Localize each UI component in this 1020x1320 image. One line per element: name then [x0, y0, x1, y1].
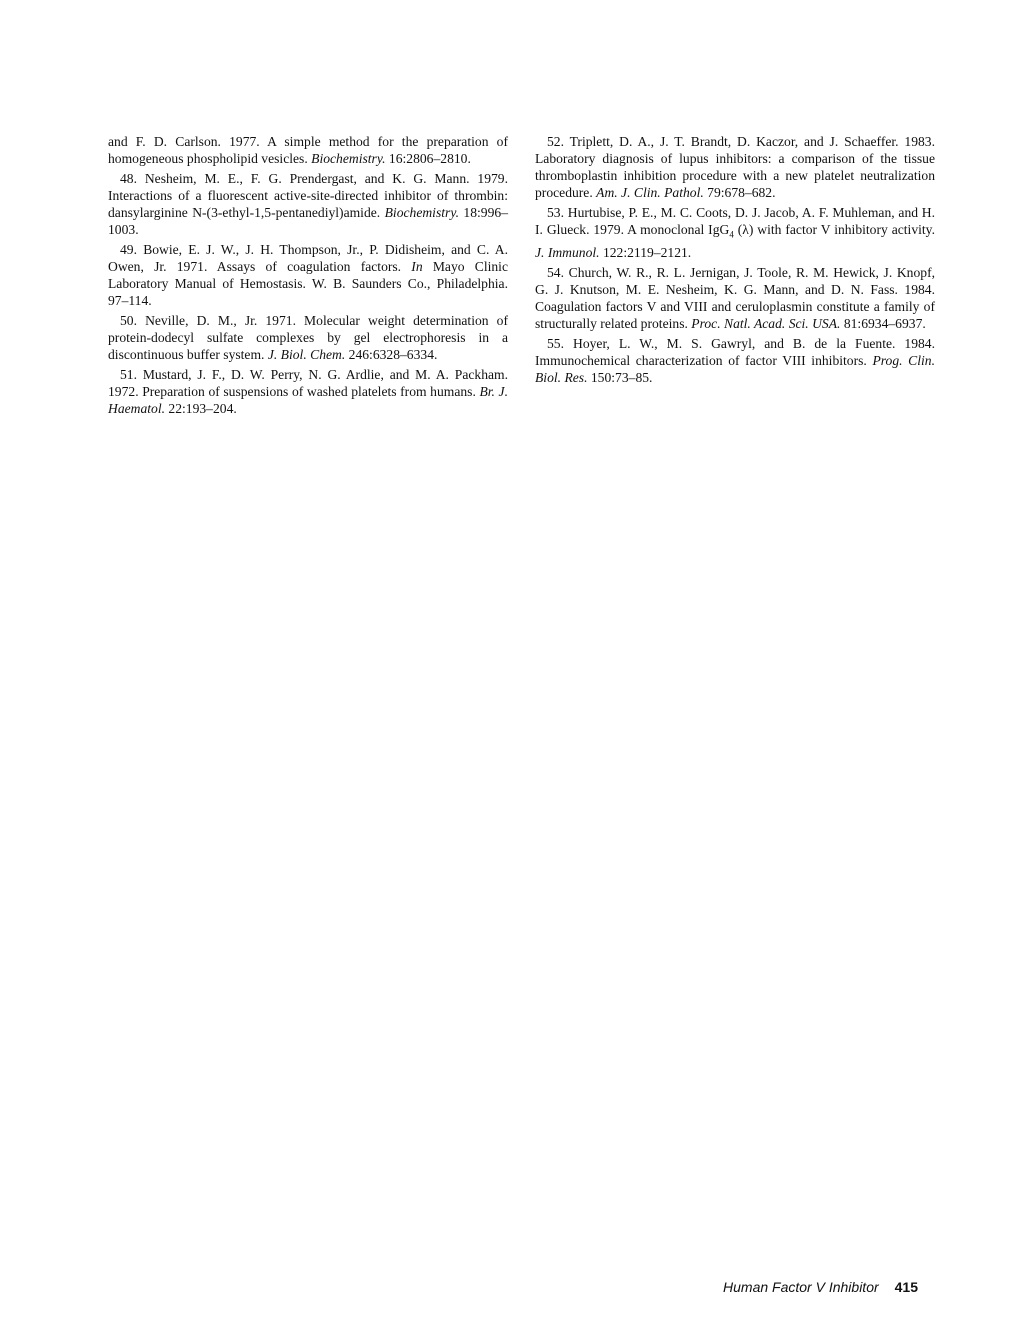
reference-47-continued: and F. D. Carlson. 1977. A simple method for the preparation of homogeneous phospholipid vesicles. Biochemistry. 16:2806–2810. [108, 134, 508, 166]
reference-55: 55. Hoyer, L. W., M. S. Gawryl, and B. de la Fuente. 1984. Immunochemical characterization of factor VIII inhibitors. Prog. Clin. Biol. Res. 150:73–85. [535, 335, 936, 385]
page-number: 415 [894, 1279, 918, 1295]
reference-53: 53. Hurtubise, P. E., M. C. Coots, D. J. Jacob, A. F. Muhleman, and H. I. Glueck. 1979. A monoclonal IgG$_4$ (λ) with factor V inhibitory activity. J. Immunol. 122:2119–2121. [535, 205, 936, 260]
running-title: Human Factor V Inhibitor [723, 1279, 879, 1295]
reference-52: 52. Triplett, D. A., J. T. Brandt, D. Kaczor, and J. Schaeffer. 1983. Laboratory diagnosis of lupus inhibitors: a comparison of the tissue thromboplastin inhibition procedure with a new platelet neutralization procedure. Am. J. Clin. Pathol. 79:678–682. [535, 134, 935, 200]
reference-49: 49. Bowie, E. J. W., J. H. Thompson, Jr., P. Didisheim, and C. A. Owen, Jr. 1971. Assays of coagulation factors. In Mayo Clinic Laboratory Manual of Hemostasis. W. B. Saunders Co., Philadelphia. 97–114. [108, 242, 509, 308]
right-column [535, 133, 935, 389]
left-column [108, 133, 508, 420]
reference-48: 48. Nesheim, M. E., F. G. Prendergast, and K. G. Mann. 1979. Interactions of a fluorescent active-site-directed inhibitor of thrombin: dansylarginine N-(3-ethyl-1,5-pentanediyl)amide. Biochemistry. 18:996–1003. [108, 171, 508, 237]
reference-54: 54. Church, W. R., R. L. Jernigan, J. Toole, R. M. Hewick, J. Knopf, G. J. Knutson, M. E. Nesheim, K. G. Mann, and D. N. Fass. 1984. Coagulation factors V and VIII and ceruloplasmin constitute a family of structurally related proteins. Proc. Natl. Acad. Sci. USA. 81:6934–6937. [535, 264, 935, 331]
reference-50: 50. Neville, D. M., Jr. 1971. Molecular weight determination of protein-dodecyl sulfate complexes by gel electrophoresis in a discontinuous buffer system. J. Biol. Chem. 246:6328–6334. [108, 313, 508, 362]
reference-51: 51. Mustard, J. F., D. W. Perry, N. G. Ardlie, and M. A. Packham. 1972. Preparation of suspensions of washed platelets from humans. Br. J. Haematol. 22:193–204. [108, 367, 508, 416]
page-footer [723, 1279, 918, 1297]
